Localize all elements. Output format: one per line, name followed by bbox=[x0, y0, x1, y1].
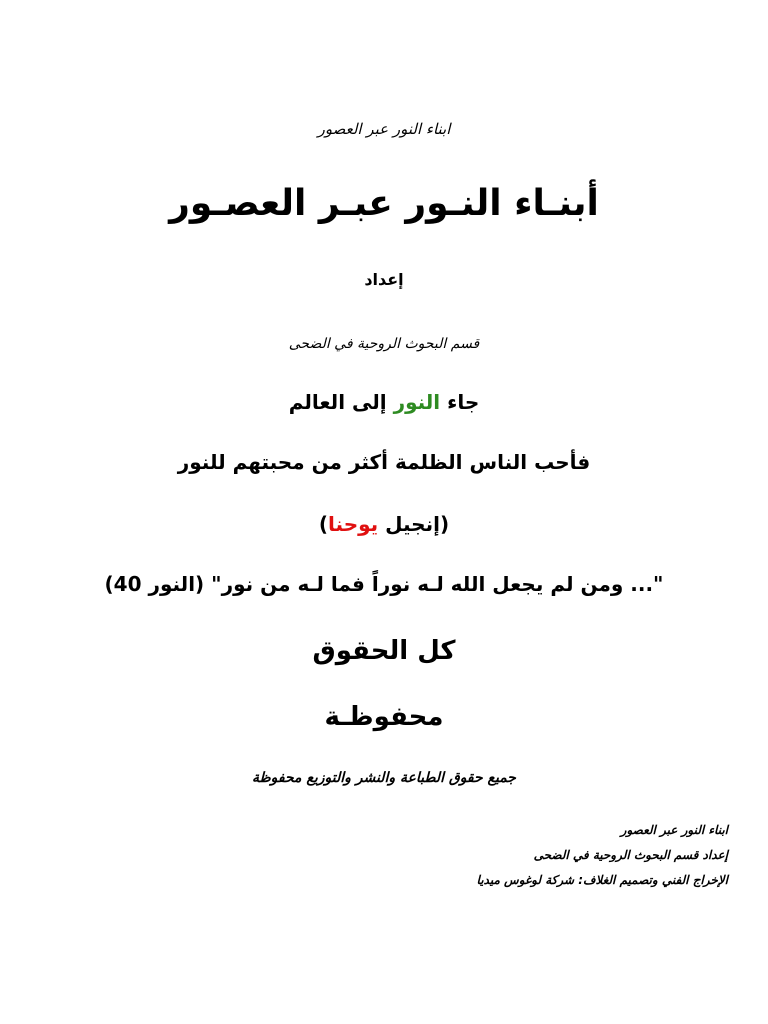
rights-note: جميع حقوق الطباعة والنشر والتوزيع محفوظة bbox=[252, 770, 516, 786]
rights-heading-line-1: كل الحقوق bbox=[312, 636, 456, 666]
epigraph-highlight-light: النور bbox=[393, 390, 441, 414]
colophon-prepared: إعداد قسم البحوث الروحية في الضحى bbox=[533, 848, 728, 862]
epigraph-line-1-end: إلى العالم bbox=[288, 390, 394, 414]
running-header: ابناء النور عبر العصور bbox=[317, 120, 451, 138]
book-title: أبنـاء النـور عبـر العصـور bbox=[169, 183, 599, 224]
epigraph-reference bbox=[0, 512, 768, 536]
epigraph-line-1-start: جاء bbox=[440, 390, 480, 414]
epigraph-line-2: فأحب الناس الظلمة أكثر من محبتهم للنور bbox=[177, 450, 591, 474]
quran-quote: "... ومن لم يجعل الله لـه نوراً فما لـه من نور" (النور 40) bbox=[104, 572, 664, 596]
rights-heading-line-2: محفوظـة bbox=[324, 702, 444, 732]
colophon-design: الإخراج الفني وتصميم الغلاف: شركة لوغوس ميديا bbox=[476, 873, 728, 887]
epigraph-reference-highlight: يوحنا bbox=[328, 512, 379, 536]
epigraph-reference-end: ) bbox=[318, 512, 329, 536]
colophon bbox=[477, 818, 728, 893]
epigraph-line-1 bbox=[0, 390, 768, 414]
prepared-by-label: إعداد bbox=[364, 270, 404, 289]
author-department: قسم البحوث الروحية في الضحى bbox=[288, 336, 480, 352]
colophon-title: ابناء النور عبر العصور bbox=[620, 823, 728, 837]
epigraph-reference-start: (إنجيل bbox=[378, 512, 450, 536]
